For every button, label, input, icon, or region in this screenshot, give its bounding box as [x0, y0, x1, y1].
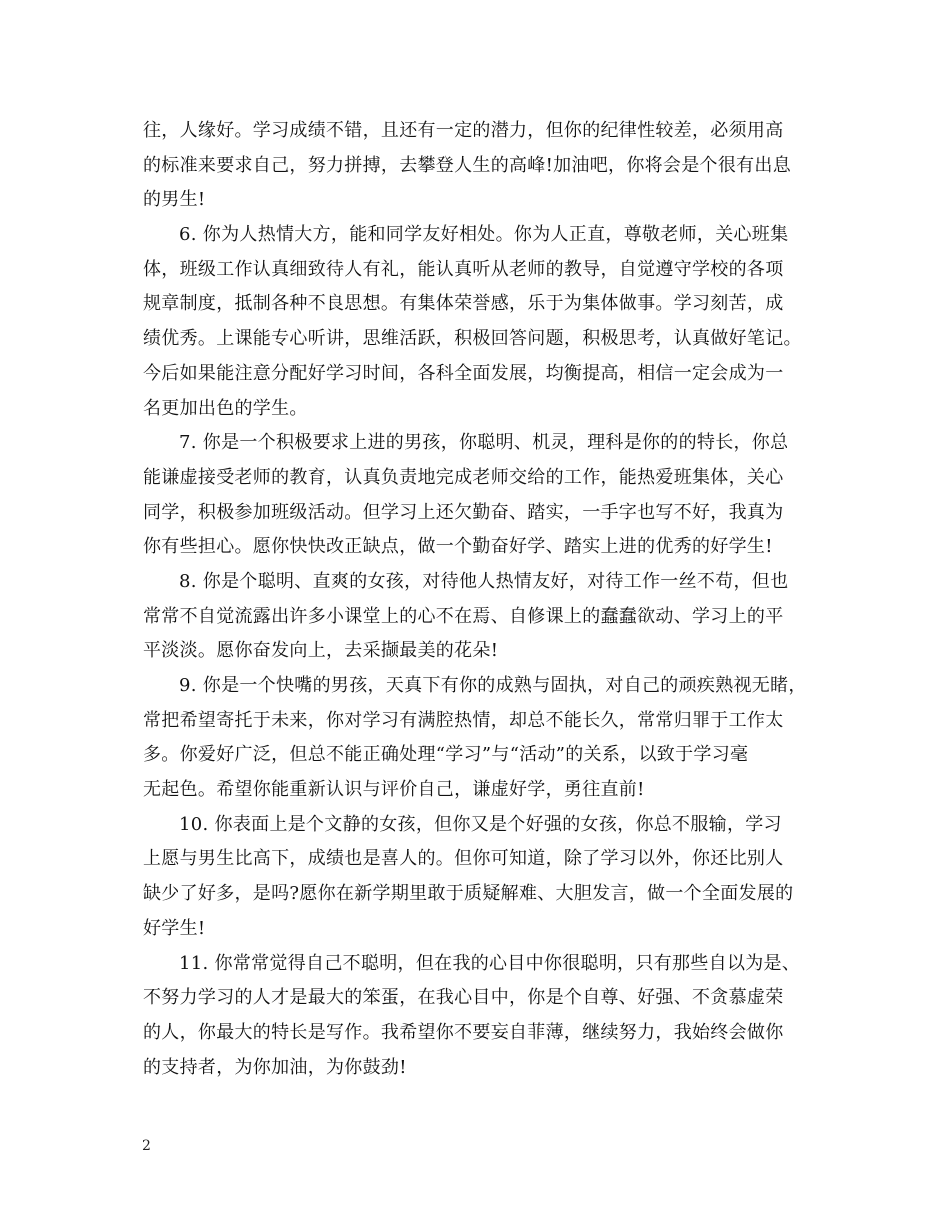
- text-line: 体，班级工作认真细致待人有礼，能认真听从老师的教导，自觉遵守学校的各项: [143, 258, 784, 280]
- text-line: 的人，你最大的特长是写作。我希望你不要妄自菲薄，继续努力，我始终会做你: [143, 1021, 784, 1043]
- paragraph-start-line: 9. 你是一个快嘴的男孩，天真下有你的成熟与固执，对自己的顽疾熟视无睹，: [179, 675, 807, 696]
- paragraph-start-line: 7. 你是一个积极要求上进的男孩，你聪明、机灵，理科是你的的特长，你总: [179, 432, 789, 454]
- text-line: 往，人缘好。学习成绩不错，且还有一定的潜力，但你的纪律性较差，必须用高: [143, 120, 784, 141]
- paragraph-start-line: 8. 你是个聪明、直爽的女孩，对待他人热情友好，对待工作一丝不苟，但也: [179, 570, 789, 592]
- paragraph-start-line: 10. 你表面上是个文静的女孩，但你又是个好强的女孩，你总不服输，学习: [179, 813, 782, 835]
- paragraph-start-line: 6. 你为人热情大方，能和同学友好相处。你为人正直，尊敬老师，关心班集: [179, 224, 789, 246]
- text-line: 能谦虚接受老师的教育，认真负责地完成老师交给的工作，能热爱班集体，关心: [143, 466, 784, 488]
- text-line: 常把希望寄托于未来，你对学习有满腔热情，却总不能长久，常常归罪于工作太: [143, 709, 784, 731]
- paragraph-start-line: 11. 你常常觉得自己不聪明，但在我的心目中你很聪明，只有那些自以为是、: [179, 952, 801, 974]
- text-line: 规章制度，抵制各种不良思想。有集体荣誉感，乐于为集体做事。学习刻苦，成: [143, 293, 784, 315]
- text-line: 缺少了好多，是吗?愿你在新学期里敢于质疑解难、大胆发言，做一个全面发展的: [143, 883, 794, 905]
- document-body: [143, 114, 807, 1085]
- text-line: 平淡淡。愿你奋发向上，去采撷最美的花朵!: [143, 640, 499, 662]
- page-number: 2: [142, 1138, 151, 1154]
- text-line: 不努力学习的人才是最大的笨蛋，在我心目中，你是个自尊、好强、不贪慕虚荣: [143, 987, 784, 1009]
- text-line: 今后如果能注意分配好学习时间，各科全面发展，均衡提高，相信一定会成为一: [143, 362, 784, 384]
- text-line: 你有些担心。愿你快快改正缺点，做一个勤奋好学、踏实上进的优秀的好学生!: [143, 536, 773, 558]
- text-line: 上愿与男生比高下，成绩也是喜人的。但你可知道，除了学习以外，你还比别人: [143, 848, 784, 870]
- text-line: 多。你爱好广泛，但总不能正确处理“学习”与“活动”的关系，以致于学习毫: [143, 744, 749, 766]
- text-line: 的标准来要求自己，努力拼搏，去攀登人生的高峰!加油吧，你将会是个很有出息: [143, 154, 792, 176]
- text-line: 的支持者，为你加油，为你鼓劲!: [143, 1056, 407, 1078]
- text-line: 常常不自觉流露出许多小课堂上的心不在焉、自修课上的蠢蠢欲动、学习上的平: [143, 605, 784, 627]
- text-line: 无起色。希望你能重新认识与评价自己，谦虚好学，勇往直前!: [143, 779, 645, 801]
- text-line: 绩优秀。上课能专心听讲，思维活跃，积极回答问题，积极思考，认真做好笔记。: [143, 328, 802, 350]
- text-line: 好学生!: [143, 917, 206, 939]
- text-line: 名更加出色的学生。: [143, 397, 308, 419]
- text-line: 同学，积极参加班级活动。但学习上还欠勤奋、踏实，一手字也写不好，我真为: [143, 501, 784, 523]
- text-line: 的男生!: [143, 189, 206, 211]
